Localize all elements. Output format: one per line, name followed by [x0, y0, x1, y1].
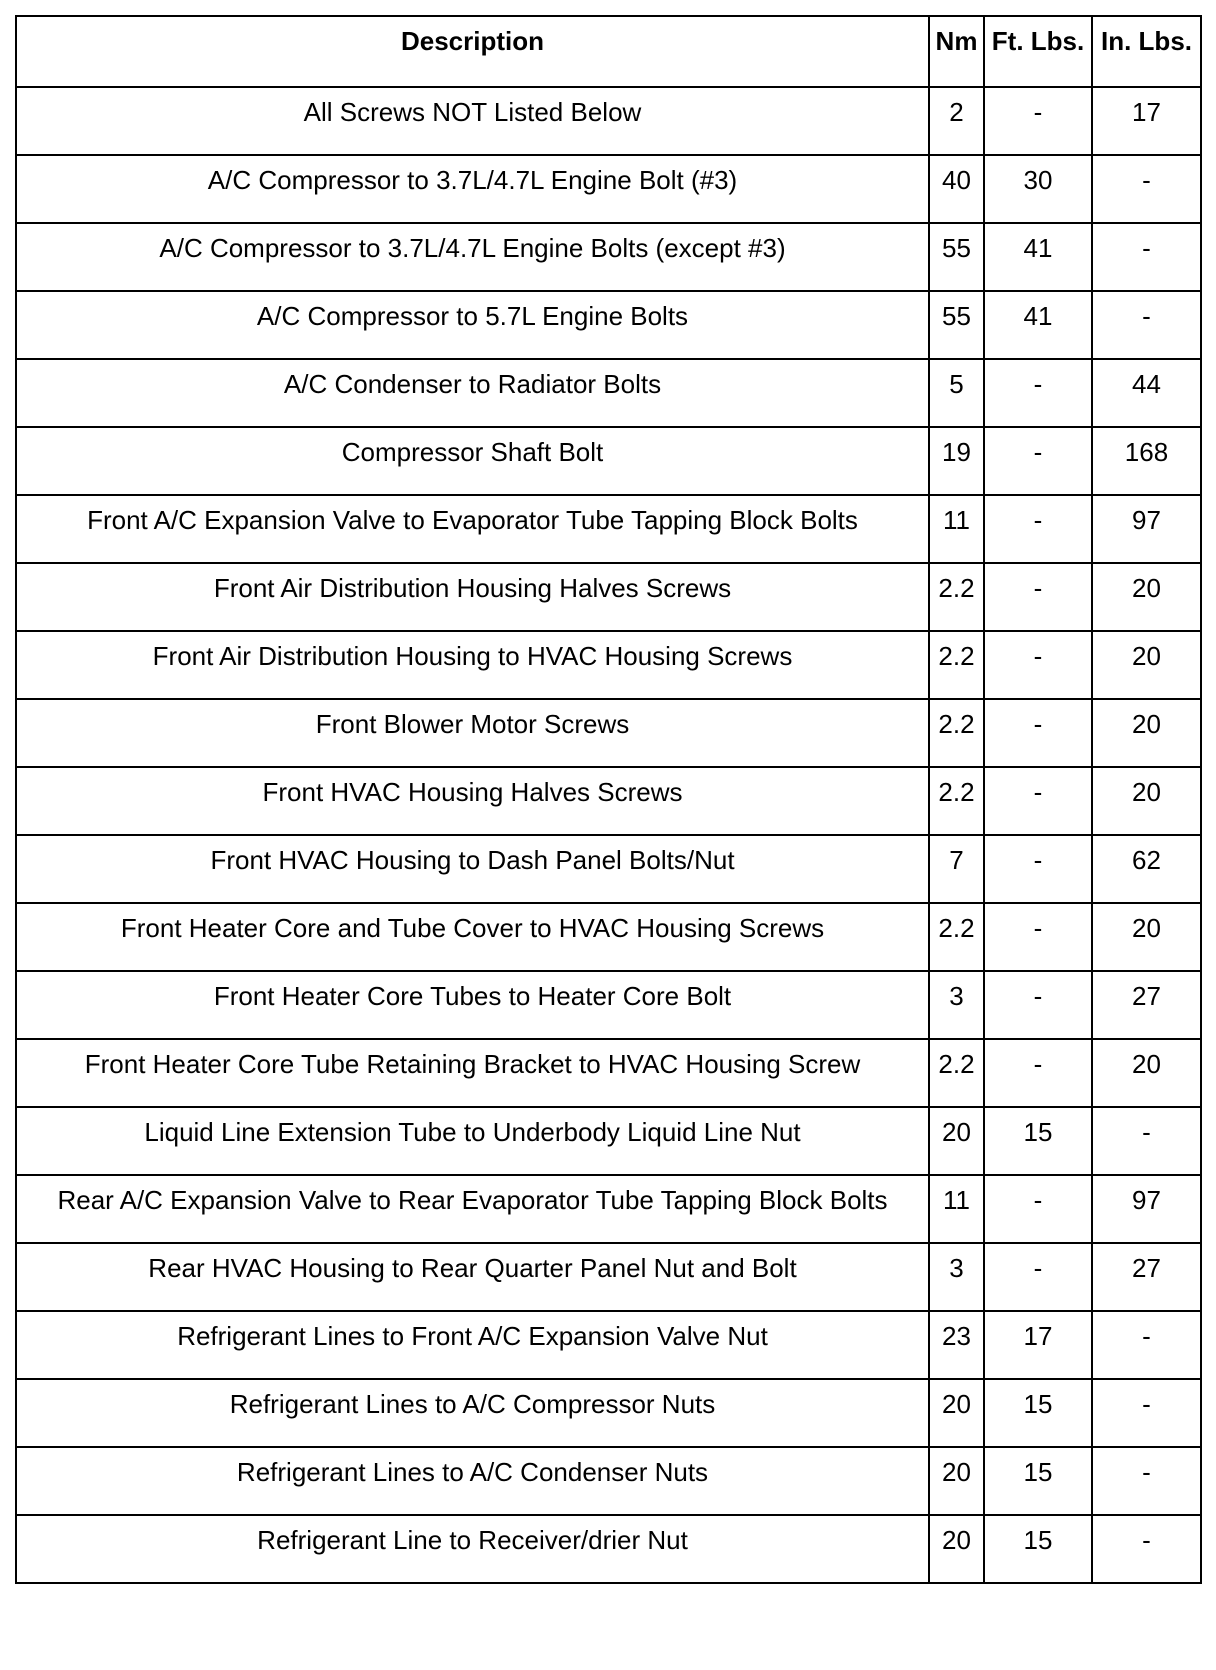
cell-ft-lbs-value: - — [1033, 981, 1043, 1011]
cell-in-lbs-value: - — [1142, 1117, 1151, 1147]
cell-in-lbs-value: 20 — [1132, 573, 1161, 603]
torque-specifications-table — [15, 15, 1202, 1584]
cell-description — [16, 495, 929, 563]
cell-in-lbs-value: 97 — [1132, 505, 1161, 535]
cell-nm — [929, 1039, 984, 1107]
cell-in-lbs — [1092, 699, 1201, 767]
cell-ft-lbs — [984, 1107, 1092, 1175]
table-row — [16, 903, 1201, 971]
table-row — [16, 1515, 1201, 1583]
cell-in-lbs — [1092, 767, 1201, 835]
cell-ft-lbs-value: - — [1033, 369, 1043, 399]
table-row — [16, 1379, 1201, 1447]
cell-in-lbs — [1092, 563, 1201, 631]
cell-nm-value: 2.2 — [938, 1049, 975, 1079]
cell-nm — [929, 563, 984, 631]
cell-description — [16, 1107, 929, 1175]
cell-ft-lbs-value: - — [1033, 913, 1043, 943]
header-in-lbs — [1092, 16, 1201, 87]
cell-description-value: Liquid Line Extension Tube to Underbody Liquid Line Nut — [144, 1117, 801, 1147]
cell-in-lbs-value: 62 — [1132, 845, 1161, 875]
cell-ft-lbs — [984, 1039, 1092, 1107]
cell-description-value: A/C Compressor to 3.7L/4.7L Engine Bolts (except #3) — [159, 233, 786, 263]
table-body — [16, 87, 1201, 1583]
cell-ft-lbs-value: 15 — [1023, 1389, 1053, 1419]
cell-ft-lbs — [984, 767, 1092, 835]
cell-nm-value: 20 — [942, 1457, 971, 1487]
cell-in-lbs — [1092, 1039, 1201, 1107]
table-row — [16, 495, 1201, 563]
cell-ft-lbs-value: 41 — [1023, 233, 1053, 263]
cell-ft-lbs-value: 15 — [1023, 1525, 1053, 1555]
header-ft-lbs-label: Ft. Lbs. — [991, 26, 1085, 56]
cell-nm-value: 7 — [949, 845, 964, 875]
cell-description-value: Front A/C Expansion Valve to Evaporator Tube Tapping Block Bolts — [87, 505, 858, 535]
cell-description — [16, 1447, 929, 1515]
table-row — [16, 359, 1201, 427]
cell-nm-value: 2.2 — [938, 573, 975, 603]
cell-in-lbs — [1092, 223, 1201, 291]
cell-ft-lbs — [984, 155, 1092, 223]
table-row — [16, 563, 1201, 631]
table-row — [16, 1243, 1201, 1311]
cell-description-value: Front Blower Motor Screws — [315, 709, 630, 739]
cell-description — [16, 699, 929, 767]
cell-description — [16, 359, 929, 427]
cell-description-value: Refrigerant Line to Receiver/drier Nut — [257, 1525, 688, 1555]
cell-description — [16, 155, 929, 223]
cell-nm — [929, 1311, 984, 1379]
cell-in-lbs-value: - — [1142, 1389, 1151, 1419]
cell-description — [16, 835, 929, 903]
table-row — [16, 427, 1201, 495]
cell-nm-value: 20 — [942, 1117, 971, 1147]
header-description-label: Description — [400, 26, 545, 56]
cell-nm — [929, 1515, 984, 1583]
cell-description — [16, 1039, 929, 1107]
cell-ft-lbs-value: - — [1033, 709, 1043, 739]
cell-nm-value: 19 — [942, 437, 971, 467]
cell-in-lbs-value: 168 — [1124, 437, 1169, 467]
cell-nm-value: 3 — [949, 1253, 964, 1283]
cell-nm — [929, 1107, 984, 1175]
cell-in-lbs — [1092, 903, 1201, 971]
cell-nm — [929, 359, 984, 427]
cell-ft-lbs-value: - — [1033, 641, 1043, 671]
cell-in-lbs-value: 20 — [1132, 709, 1161, 739]
cell-description — [16, 903, 929, 971]
cell-description — [16, 767, 929, 835]
table-row — [16, 1039, 1201, 1107]
cell-description — [16, 87, 929, 155]
table-row — [16, 291, 1201, 359]
cell-description-value: A/C Compressor to 5.7L Engine Bolts — [256, 301, 689, 331]
cell-description — [16, 1175, 929, 1243]
cell-ft-lbs — [984, 427, 1092, 495]
cell-description-value: Rear A/C Expansion Valve to Rear Evaporator Tube Tapping Block Bolts — [57, 1185, 888, 1215]
cell-ft-lbs-value: 41 — [1023, 301, 1053, 331]
table-row — [16, 971, 1201, 1039]
cell-ft-lbs — [984, 495, 1092, 563]
cell-ft-lbs-value: - — [1033, 1049, 1043, 1079]
cell-description — [16, 971, 929, 1039]
cell-description-value: Front Air Distribution Housing Halves Screws — [213, 573, 732, 603]
cell-ft-lbs — [984, 223, 1092, 291]
cell-in-lbs — [1092, 1447, 1201, 1515]
cell-description-value: Refrigerant Lines to Front A/C Expansion Valve Nut — [177, 1321, 768, 1351]
cell-in-lbs — [1092, 427, 1201, 495]
table-row — [16, 631, 1201, 699]
cell-ft-lbs-value: 17 — [1023, 1321, 1053, 1351]
cell-ft-lbs — [984, 699, 1092, 767]
cell-in-lbs-value: - — [1142, 301, 1151, 331]
cell-ft-lbs — [984, 1379, 1092, 1447]
cell-in-lbs — [1092, 495, 1201, 563]
cell-ft-lbs — [984, 903, 1092, 971]
cell-description-value: A/C Compressor to 3.7L/4.7L Engine Bolt (#3) — [207, 165, 738, 195]
cell-nm-value: 2.2 — [938, 913, 975, 943]
header-nm-label: Nm — [935, 26, 978, 56]
cell-nm-value: 2.2 — [938, 641, 975, 671]
cell-nm — [929, 699, 984, 767]
table-row — [16, 699, 1201, 767]
cell-ft-lbs-value: 15 — [1023, 1117, 1053, 1147]
cell-in-lbs-value: 17 — [1132, 97, 1161, 127]
header-ft-lbs — [984, 16, 1092, 87]
cell-in-lbs-value: - — [1142, 165, 1151, 195]
cell-nm — [929, 1447, 984, 1515]
cell-nm-value: 55 — [942, 301, 971, 331]
cell-ft-lbs — [984, 87, 1092, 155]
cell-nm — [929, 427, 984, 495]
cell-ft-lbs-value: - — [1033, 1185, 1043, 1215]
cell-description-value: Compressor Shaft Bolt — [341, 437, 604, 467]
cell-description — [16, 631, 929, 699]
cell-nm — [929, 1243, 984, 1311]
cell-description-value: A/C Condenser to Radiator Bolts — [283, 369, 662, 399]
cell-in-lbs — [1092, 1243, 1201, 1311]
cell-nm — [929, 1379, 984, 1447]
cell-ft-lbs — [984, 1515, 1092, 1583]
cell-ft-lbs — [984, 359, 1092, 427]
cell-nm-value: 55 — [942, 233, 971, 263]
cell-in-lbs — [1092, 359, 1201, 427]
cell-in-lbs-value: - — [1142, 1457, 1151, 1487]
table-row — [16, 87, 1201, 155]
cell-in-lbs — [1092, 1311, 1201, 1379]
cell-nm — [929, 971, 984, 1039]
cell-description — [16, 223, 929, 291]
cell-description — [16, 291, 929, 359]
header-description — [16, 16, 929, 87]
cell-nm — [929, 223, 984, 291]
cell-nm-value: 5 — [949, 369, 964, 399]
cell-ft-lbs — [984, 1175, 1092, 1243]
cell-ft-lbs — [984, 971, 1092, 1039]
cell-ft-lbs-value: - — [1033, 1253, 1043, 1283]
cell-nm-value: 11 — [943, 1185, 970, 1215]
cell-ft-lbs-value: - — [1033, 845, 1043, 875]
cell-description-value: Refrigerant Lines to A/C Compressor Nuts — [229, 1389, 716, 1419]
cell-nm — [929, 87, 984, 155]
cell-in-lbs — [1092, 1175, 1201, 1243]
cell-nm-value: 3 — [949, 981, 964, 1011]
cell-nm — [929, 291, 984, 359]
cell-description — [16, 1243, 929, 1311]
cell-ft-lbs — [984, 1311, 1092, 1379]
cell-description — [16, 1379, 929, 1447]
cell-nm — [929, 155, 984, 223]
cell-in-lbs-value: 20 — [1132, 913, 1161, 943]
cell-ft-lbs-value: - — [1033, 777, 1043, 807]
cell-in-lbs — [1092, 155, 1201, 223]
cell-description-value: Front Heater Core and Tube Cover to HVAC Housing Screws — [120, 913, 825, 943]
cell-in-lbs-value: - — [1142, 1321, 1151, 1351]
cell-description-value: All Screws NOT Listed Below — [303, 97, 642, 127]
cell-nm-value: 23 — [942, 1321, 971, 1351]
table-row — [16, 835, 1201, 903]
cell-in-lbs — [1092, 291, 1201, 359]
cell-in-lbs — [1092, 1107, 1201, 1175]
cell-in-lbs-value: - — [1142, 1525, 1151, 1555]
cell-nm-value: 20 — [942, 1525, 971, 1555]
cell-description — [16, 563, 929, 631]
table-row — [16, 1107, 1201, 1175]
cell-in-lbs — [1092, 835, 1201, 903]
cell-in-lbs — [1092, 1515, 1201, 1583]
table-row — [16, 767, 1201, 835]
cell-description — [16, 1515, 929, 1583]
cell-ft-lbs-value: 30 — [1023, 165, 1053, 195]
cell-nm-value: 2.2 — [938, 777, 975, 807]
cell-in-lbs — [1092, 1379, 1201, 1447]
cell-in-lbs — [1092, 971, 1201, 1039]
cell-nm — [929, 903, 984, 971]
cell-description-value: Rear HVAC Housing to Rear Quarter Panel Nut and Bolt — [148, 1253, 797, 1283]
cell-in-lbs-value: 44 — [1132, 369, 1161, 399]
cell-description-value: Front Air Distribution Housing to HVAC Housing Screws — [152, 641, 793, 671]
cell-in-lbs — [1092, 631, 1201, 699]
cell-nm-value: 40 — [942, 165, 971, 195]
cell-in-lbs-value: 27 — [1132, 981, 1161, 1011]
cell-in-lbs-value: - — [1142, 233, 1151, 263]
table-row — [16, 223, 1201, 291]
cell-ft-lbs — [984, 563, 1092, 631]
cell-description-value: Refrigerant Lines to A/C Condenser Nuts — [236, 1457, 709, 1487]
cell-nm-value: 2 — [949, 97, 964, 127]
cell-in-lbs-value: 20 — [1132, 641, 1161, 671]
cell-ft-lbs-value: - — [1033, 437, 1043, 467]
header-in-lbs-label: In. Lbs. — [1101, 26, 1192, 56]
cell-in-lbs — [1092, 87, 1201, 155]
cell-ft-lbs-value: - — [1033, 505, 1043, 535]
cell-ft-lbs — [984, 835, 1092, 903]
table-row — [16, 1447, 1201, 1515]
cell-description — [16, 427, 929, 495]
cell-nm — [929, 495, 984, 563]
cell-ft-lbs — [984, 1447, 1092, 1515]
cell-ft-lbs — [984, 291, 1092, 359]
cell-in-lbs-value: 97 — [1132, 1185, 1161, 1215]
cell-description-value: Front Heater Core Tubes to Heater Core Bolt — [213, 981, 732, 1011]
table-row — [16, 1175, 1201, 1243]
header-row — [16, 16, 1201, 87]
cell-in-lbs-value: 20 — [1132, 1049, 1161, 1079]
table-row — [16, 155, 1201, 223]
cell-in-lbs-value: 20 — [1132, 777, 1161, 807]
cell-description-value: Front Heater Core Tube Retaining Bracket to HVAC Housing Screw — [84, 1049, 861, 1079]
table-row — [16, 1311, 1201, 1379]
header-nm — [929, 16, 984, 87]
cell-in-lbs-value: 27 — [1132, 1253, 1161, 1283]
cell-description-value: Front HVAC Housing to Dash Panel Bolts/Nut — [210, 845, 735, 875]
cell-description-value: Front HVAC Housing Halves Screws — [262, 777, 683, 807]
cell-description — [16, 1311, 929, 1379]
cell-nm — [929, 767, 984, 835]
cell-nm — [929, 631, 984, 699]
cell-ft-lbs-value: - — [1033, 573, 1043, 603]
cell-ft-lbs — [984, 631, 1092, 699]
cell-nm — [929, 1175, 984, 1243]
cell-ft-lbs — [984, 1243, 1092, 1311]
cell-nm — [929, 835, 984, 903]
cell-ft-lbs-value: - — [1033, 97, 1043, 127]
cell-ft-lbs-value: 15 — [1023, 1457, 1053, 1487]
cell-nm-value: 20 — [942, 1389, 971, 1419]
cell-nm-value: 11 — [943, 505, 970, 535]
cell-nm-value: 2.2 — [938, 709, 975, 739]
